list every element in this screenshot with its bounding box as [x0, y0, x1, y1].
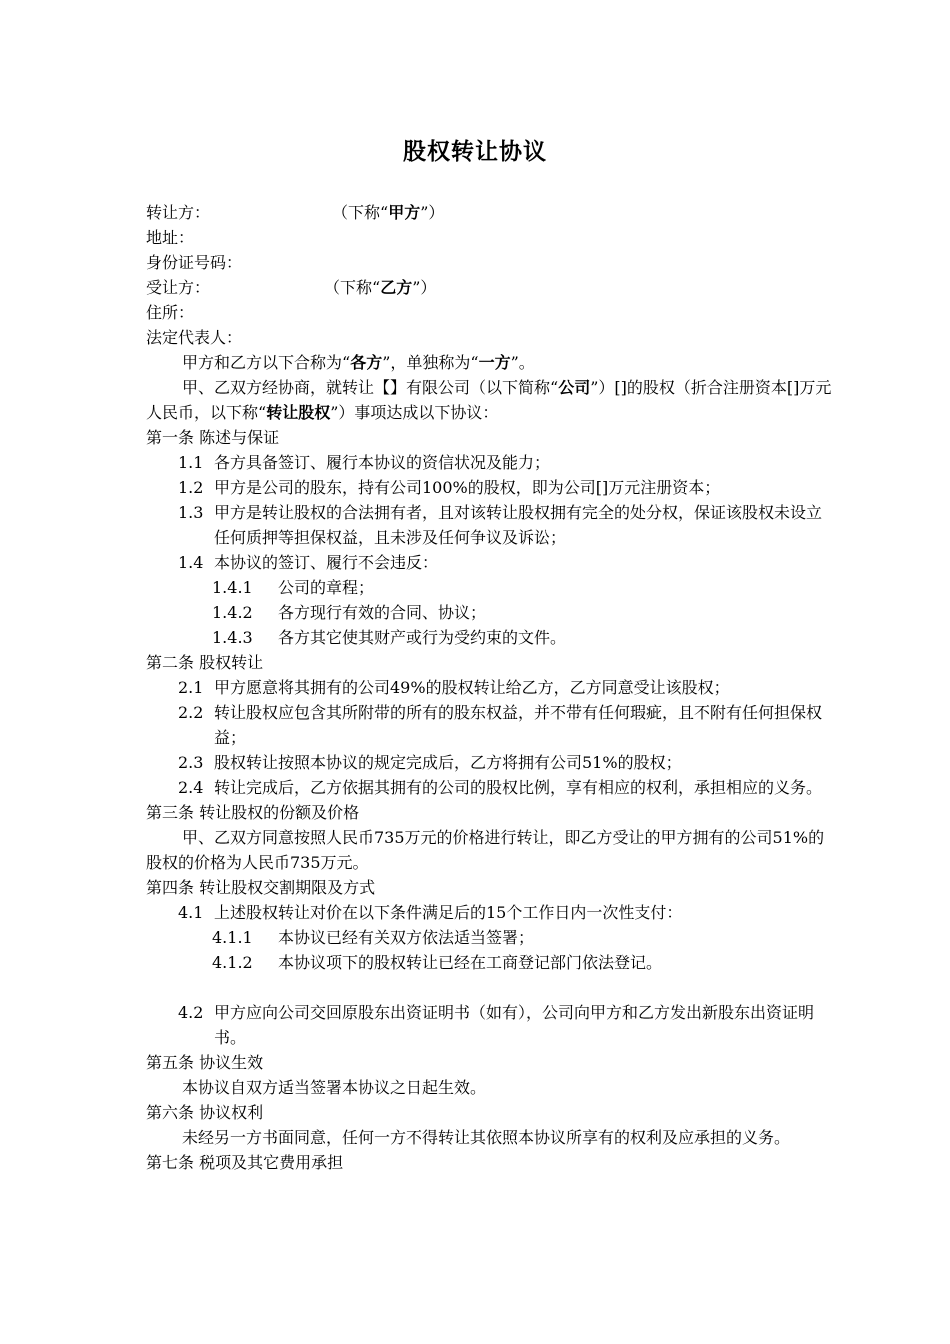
intro-paragraph-1 [146, 350, 836, 375]
article-heading: 第四条 转让股权交割期限及方式 [146, 878, 376, 897]
subclause-number: 1.4.1 [212, 578, 253, 597]
clause-number: 2.1 [178, 678, 204, 697]
subclause-number: 4.1.1 [212, 928, 253, 947]
clause-text: 甲方愿意将其拥有的公司49%的股权转让给乙方，乙方同意受让该股权； [214, 678, 730, 697]
defined-term: 一方 [478, 353, 511, 372]
clause-number: 2.3 [178, 753, 204, 772]
clause-number: 1.4 [178, 553, 204, 572]
clause-number: 4.2 [178, 1003, 204, 1022]
subclause-text: 各方现行有效的合同、协议； [278, 603, 487, 622]
document-title: 股权转让协议 [403, 139, 547, 165]
article-heading: 第二条 股权转让 [146, 653, 264, 672]
intro-text: ”）[]的股权（折合注册资本[]万元人民币，以下称“ [146, 378, 832, 422]
clause-item [146, 1000, 836, 1050]
article-paragraph: 甲、乙双方同意按照人民币735万元的价格进行转让，即乙方受让的甲方拥有的公司51%的股权的价格为人民币735万元。 [146, 828, 825, 872]
intro-text: ”，单独称为“ [382, 353, 479, 372]
clause-item [146, 900, 836, 925]
clause-item [146, 750, 836, 775]
residence-label: 住所： [146, 303, 195, 322]
clause-item [146, 475, 836, 500]
clause-item [146, 775, 836, 800]
blank-line [146, 975, 836, 1000]
intro-text: ”。 [510, 353, 535, 372]
article-heading: 第六条 协议权利 [146, 1103, 264, 1122]
id-number-label: 身份证号码： [146, 253, 243, 272]
intro-text: ”）事项达成以下协议： [330, 403, 499, 422]
transferor-line [146, 200, 836, 225]
article-heading: 第五条 协议生效 [146, 1053, 264, 1072]
address-label: 地址： [146, 228, 195, 247]
article-paragraph: 未经另一方书面同意，任何一方不得转让其依照本协议所享有的权利及应承担的义务。 [182, 1128, 791, 1147]
clause-text: 上述股权转让对价在以下条件满足后的15个工作日内一次性支付： [214, 903, 683, 922]
defined-term: 公司 [558, 378, 591, 397]
subclause-text: 本协议已经有关双方依法适当签署； [278, 928, 535, 947]
intro-paragraph-2 [146, 375, 836, 425]
subclause-text: 公司的章程； [278, 578, 375, 597]
clause-number: 2.4 [178, 778, 204, 797]
clause-text: 本协议的签订、履行不会违反： [214, 553, 439, 572]
legal-rep-label: 法定代表人： [146, 328, 243, 347]
defined-term: 各方 [350, 353, 383, 372]
transferee-alias-post: ”） [412, 278, 437, 297]
clause-number: 4.1 [178, 903, 204, 922]
clause-text: 甲方是转让股权的合法拥有者，且对该转让股权拥有完全的处分权，保证该股权未设立任何质押等担保权益，且未涉及任何争议及诉讼； [214, 503, 823, 547]
article-heading: 第一条 陈述与保证 [146, 428, 280, 447]
subclause-number: 1.4.3 [212, 628, 253, 647]
subclause-number: 4.1.2 [212, 953, 253, 972]
transferor-alias-pre: （下称“ [332, 203, 389, 222]
clause-number: 1.2 [178, 478, 204, 497]
intro-text: 甲、乙双方经协商，就转让【】有限公司（以下简称“ [182, 378, 559, 397]
transferor-alias-post: ”） [420, 203, 445, 222]
subclause-text: 各方其它使其财产或行为受约束的文件。 [278, 628, 567, 647]
clause-item [146, 450, 836, 475]
subclause-item [146, 575, 836, 600]
clause-item [146, 675, 836, 700]
subclause-text: 本协议项下的股权转让已经在工商登记部门依法登记。 [278, 953, 663, 972]
transferee-line [146, 275, 836, 300]
intro-text: 甲方和乙方以下合称为“ [182, 353, 351, 372]
clause-number: 1.3 [178, 503, 204, 522]
clause-text: 甲方应向公司交回原股东出资证明书（如有），公司向甲方和乙方发出新股东出资证明书。 [214, 1003, 815, 1047]
transferee-label: 受让方： [146, 278, 211, 297]
clause-text: 转让完成后，乙方依据其拥有的公司的股权比例，享有相应的权利，承担相应的义务。 [214, 778, 823, 797]
transferor-alias: 甲方 [388, 203, 421, 222]
article-heading: 第三条 转让股权的份额及价格 [146, 803, 360, 822]
article-heading: 第七条 税项及其它费用承担 [146, 1153, 344, 1172]
clause-item [146, 700, 836, 750]
clause-item [146, 550, 836, 575]
transferor-label: 转让方： [146, 203, 211, 222]
article-paragraph: 本协议自双方适当签署本协议之日起生效。 [182, 1078, 487, 1097]
defined-term: 转让股权 [266, 403, 331, 422]
transferee-alias: 乙方 [380, 278, 413, 297]
subclause-item [146, 625, 836, 650]
subclause-number: 1.4.2 [212, 603, 253, 622]
subclause-item [146, 600, 836, 625]
clause-item [146, 500, 836, 550]
subclause-item [146, 950, 836, 975]
clause-text: 甲方是公司的股东，持有公司100%的股权，即为公司[]万元注册资本； [214, 478, 721, 497]
transferee-alias-pre: （下称“ [324, 278, 381, 297]
clause-number: 2.2 [178, 703, 204, 722]
clause-text: 股权转让按照本协议的规定完成后，乙方将拥有公司51%的股权； [214, 753, 682, 772]
clause-text: 各方具备签订、履行本协议的资信状况及能力； [214, 453, 551, 472]
document-body [146, 200, 836, 1175]
clause-text: 转让股权应包含其所附带的所有的股东权益，并不带有任何瑕疵，且不附有任何担保权益； [214, 703, 823, 747]
clause-number: 1.1 [178, 453, 204, 472]
subclause-item [146, 925, 836, 950]
